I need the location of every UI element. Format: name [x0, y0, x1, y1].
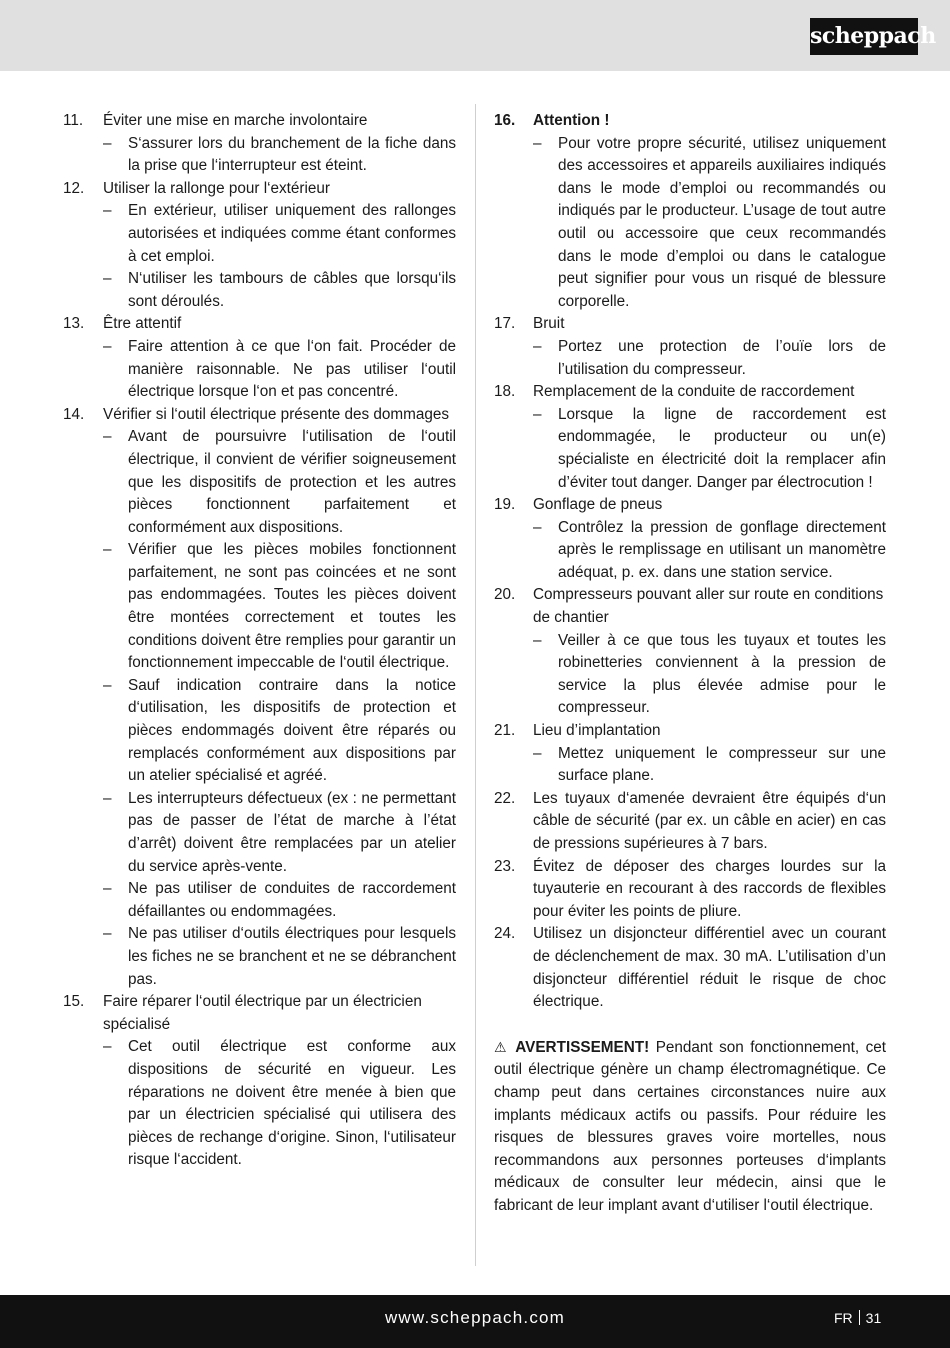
item-title: Être attentif: [103, 315, 182, 333]
sub-item-text: Mettez uniquement le compresseur sur une surface plane.: [558, 744, 886, 785]
list-item: [494, 923, 886, 1013]
sub-item: [103, 539, 456, 675]
sub-item-text: Vérifier que les pièces mobiles fonctionnent parfaitement, ne sont pas coincées et ne sont pas endommagées. Toutes les pièces doivent être montées correctement et toutes les conditions doivent être remplies pour garantir un fonctionnement impeccable de l‘outil électrique.: [128, 541, 456, 672]
sub-item-text: Portez une protection de l’ouïe lors de l’utilisation du compresseur.: [558, 337, 886, 378]
sub-item: [103, 788, 456, 878]
list-item: [494, 584, 886, 720]
sub-item-text: Lorsque la ligne de raccordement est endommagée, le producteur ou un(e) spécialiste en électricité doit la remplacer afin d’éviter tout danger. Danger par électrocution !: [558, 405, 886, 491]
dash-bullet: –: [103, 925, 112, 943]
warning-icon: ⚠: [494, 1038, 509, 1055]
page-number: 31: [865, 1310, 882, 1326]
sub-item: [103, 426, 456, 539]
item-number: 14.: [63, 405, 85, 423]
list-item: [63, 313, 456, 403]
list-item: [494, 494, 886, 584]
item-number: 15.: [63, 993, 85, 1011]
left-column: [63, 110, 456, 1172]
sub-item-text: S‘assurer lors du branchement de la fiche dans la prise que l‘interrupteur est éteint.: [128, 134, 456, 175]
item-title: Vérifier si l‘outil électrique présente des dommages: [103, 405, 450, 423]
website-link[interactable]: www.scheppach.com: [384, 1308, 566, 1327]
warning-note: [494, 1036, 886, 1218]
dash-bullet: –: [103, 270, 112, 288]
dash-bullet: –: [103, 428, 112, 446]
sub-item: [533, 517, 886, 585]
dash-bullet: –: [103, 337, 112, 355]
dash-bullet: –: [103, 541, 112, 559]
list-item: [494, 313, 886, 381]
page-separator: [859, 1310, 860, 1325]
item-title: Les tuyaux d‘amenée devraient être équipés d‘un câble de sécurité (par ex. un câble en acier) en cas de pressions supérieures à 7 bars.: [533, 789, 886, 852]
warning-label: AVERTISSEMENT!: [515, 1038, 650, 1056]
item-title: Éviter une mise en marche involontaire: [103, 112, 368, 129]
item-number: 16.: [494, 112, 516, 129]
dash-bullet: –: [533, 405, 542, 423]
item-title: Faire réparer l‘outil électrique par un électricien spécialisé: [103, 993, 422, 1033]
list-item: [494, 720, 886, 788]
sub-item: [533, 743, 886, 788]
sub-item-text: Ne pas utiliser d‘outils électriques pour lesquels les fiches ne se branchent et ne se débranchent pas.: [128, 925, 456, 988]
dash-bullet: –: [533, 337, 542, 355]
sub-item-text: N‘utiliser les tambours de câbles que lorsqu‘ils sont déroulés.: [128, 270, 456, 310]
dash-bullet: –: [533, 134, 542, 152]
sub-item: [103, 675, 456, 788]
warning-text: Pendant son fonctionnement, cet outil électrique génère un champ électromagnétique. Ce champ peut dans certaines circonstances nuire aux implants médicaux actifs ou passifs. Pour réduire les risques de blessures graves voire mortelles, nous recommandons aux personnes porteuses d‘implants médicaux de consulter leur médecin, ainsi que le fabricant de leur implant avant d‘utiliser l‘outil électrique.: [494, 1038, 886, 1214]
item-number: 11.: [63, 112, 84, 129]
right-column: [494, 110, 886, 1218]
list-item: [63, 404, 456, 991]
dash-bullet: –: [103, 676, 112, 694]
item-number: 24.: [494, 925, 516, 943]
dash-bullet: –: [103, 134, 112, 152]
dash-bullet: –: [103, 1038, 112, 1056]
sub-item: [103, 1036, 456, 1172]
page-indicator: [834, 1310, 881, 1326]
item-number: 13.: [63, 315, 85, 333]
item-number: 12.: [63, 179, 85, 197]
list-item: [63, 178, 456, 314]
sub-item-text: Avant de poursuivre l‘utilisation de l‘outil électrique, il convient de vérifier soigneusement que les dispositifs de protection et les autres pièces fonctionnent parfaitement et conformément aux dispositions.: [128, 428, 456, 536]
list-item: [494, 381, 886, 494]
item-title: Lieu d’implantation: [533, 722, 661, 740]
item-number: 21.: [494, 722, 516, 740]
list-item: [63, 991, 456, 1172]
item-title: Gonflage de pneus: [533, 496, 663, 514]
right-column-list: [494, 110, 886, 1014]
list-item: [63, 110, 456, 178]
sub-item: [103, 200, 456, 268]
sub-item: [103, 133, 456, 178]
item-number: 17.: [494, 315, 516, 333]
item-title: Bruit: [533, 315, 565, 333]
sub-item: [533, 630, 886, 720]
sub-item-text: Veiller à ce que tous les tuyaux et toutes les robinetteries conviennent à la pression de service la plus élevée admise pour le compresseur.: [558, 631, 886, 717]
item-title: Remplacement de la conduite de raccordement: [533, 383, 855, 401]
item-title: Évitez de déposer des charges lourdes sur la tuyauterie en recourant à des raccords de flexibles pour éviter les points de pliure.: [533, 857, 886, 920]
list-item: [494, 110, 886, 313]
sub-item-text: Faire attention à ce que l‘on fait. Procéder de manière raisonnable. Ne pas utiliser l‘outil électrique lorsque l‘on et pas concentré.: [128, 337, 456, 401]
sub-item: [533, 404, 886, 494]
sub-item-text: Contrôlez la pression de gonflage directement après le remplissage en utilisant un manomètre adéquat, p. ex. dans une station service.: [558, 518, 886, 581]
item-number: 19.: [494, 496, 516, 514]
dash-bullet: –: [533, 744, 542, 762]
sub-item: [533, 336, 886, 381]
sub-item-text: Sauf indication contraire dans la notice d‘utilisation, les dispositifs de protection et pièces endommagés doivent être réparés ou remplacés conformément aux dispositions par un atelier spécialisé et agréé.: [128, 676, 456, 785]
sub-item-text: En extérieur, utiliser uniquement des rallonges autorisées et indiquées comme étant conformes à cet emploi.: [128, 202, 456, 265]
sub-item: [533, 133, 886, 314]
sub-item: [103, 336, 456, 404]
footer-bar: [0, 1295, 950, 1348]
list-item: [494, 856, 886, 924]
item-number: 22.: [494, 789, 516, 807]
sub-item-text: Pour votre propre sécurité, utilisez uniquement des accessoires et appareils auxiliaires indiqués dans le mode d’emploi ou recommandés ou indiqués par le producteur. L’usage de tout autre outil ou accessoire que ceux recommandés dans le mode d’emploi ou dans le catalogue peut signifier pour vous un risqué de blessure corporelle.: [558, 134, 886, 310]
item-title: Utilisez un disjoncteur différentiel avec un courant de déclenchement de max. 30 mA. L’utilisation d’un disjoncteur différentiel réduit le risque de choc électrique.: [533, 925, 886, 1011]
sub-item: [103, 923, 456, 991]
item-title: Attention !: [533, 112, 610, 129]
sub-item-text: Cet outil électrique est conforme aux dispositions de sécurité en vigueur. Les réparations ne doivent être menée à bien que par un électricien spécialisé qui utilisera des pièces de rechange d‘origine. Sinon, l‘utilisateur risque l‘accident.: [128, 1038, 456, 1169]
sub-item: [103, 268, 456, 313]
item-title: Compresseurs pouvant aller sur route en conditions de chantier: [533, 586, 884, 627]
brand-logo: scheppach: [810, 18, 918, 55]
language-code: FR: [834, 1310, 853, 1326]
sub-item-text: Les interrupteurs défectueux (ex : ne permettant pas de passer de l’état de marche à l’état d’arrêt) doivent être remplacées par un atelier du service après-vente.: [128, 789, 456, 875]
sub-item-text: Ne pas utiliser de conduites de raccordement défaillantes ou endommagées.: [128, 880, 456, 920]
dash-bullet: –: [533, 631, 542, 649]
dash-bullet: –: [103, 202, 112, 220]
dash-bullet: –: [103, 880, 112, 898]
header-bar: [0, 0, 950, 71]
item-number: 20.: [494, 586, 516, 604]
item-number: 18.: [494, 383, 516, 401]
sub-item: [103, 878, 456, 923]
list-item: [494, 788, 886, 856]
column-divider: [475, 104, 476, 1266]
dash-bullet: –: [533, 518, 542, 536]
item-title: Utiliser la rallonge pour l‘extérieur: [103, 179, 331, 197]
item-number: 23.: [494, 857, 516, 875]
dash-bullet: –: [103, 789, 112, 807]
